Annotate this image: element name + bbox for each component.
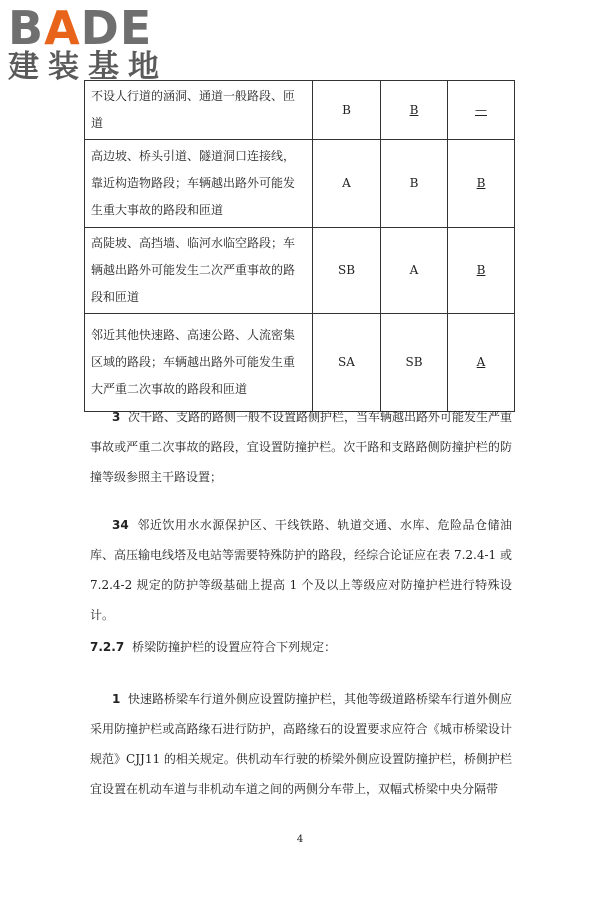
row-description: 高边坡、桥头引道、隧道洞口连接线，靠近构造物路段；车辆越出路外可能发生重大事故的路段和匝道 (85, 140, 313, 228)
clause-3 (90, 402, 512, 492)
table-row (85, 81, 515, 140)
bade-logo (8, 1, 183, 85)
row-description: 邻近其他快速路、高速公路、人流密集区域的路段；车辆越出路外可能发生重大严重二次事故的路段和匝道 (85, 314, 313, 412)
level-cell: A (448, 314, 515, 412)
table-row (85, 228, 515, 314)
logo-wordmark: BADE (8, 1, 153, 55)
level-cell: A (381, 228, 448, 314)
clause-text: 次干路、支路的路侧一般不设置路侧护栏，当车辆越出路外可能发生严重事故或严重二次事故的路段，宜设置防撞护栏。次干路和支路路侧防撞护栏的防撞等级参照主干路设置； (90, 410, 513, 484)
table-row (85, 140, 515, 228)
level-cell: SA (313, 314, 381, 412)
clause-number: 1 (112, 692, 121, 706)
page-number: 4 (296, 834, 304, 845)
protection-level-table (84, 80, 515, 412)
row-description: 高陡坡、高挡墙、临河水临空路段；车辆越出路外可能发生二次严重事故的路段和匝道 (85, 228, 313, 314)
level-cell: SB (313, 228, 381, 314)
level-cell: B (448, 140, 515, 228)
section-number: 7.2.7 (90, 640, 125, 654)
level-cell: SB (381, 314, 448, 412)
clause-4 (90, 510, 512, 630)
logo-accent-letter: A (44, 1, 81, 55)
level-cell: B (381, 140, 448, 228)
clause-text: 快速路桥梁车行道外侧应设置防撞护栏，其他等级道路桥梁车行道外侧应采用防撞护栏或高路缘石进行防护，高路缘石的设置要求应符合《城市桥梁设计规范》CJJ11 的相关规定。供机动车行驶的桥梁外侧应设置防撞护栏，桥侧护栏宜设置在机动车道与非机动车道之间的两侧分车带上，双幅式桥梁中央分隔带 (90, 692, 513, 796)
logo-subtitle: 建装基地 (8, 49, 168, 85)
level-cell: — (448, 81, 515, 140)
clause-text: 邻近饮用水水源保护区、干线铁路、轨道交通、水库、危险品仓储油库、高压输电线塔及电站等需要特殊防护的路段，经综合论证应在表 7.2.4-1 或 7.2.4-2 规定的防护等级基础上提高 1 个及以上等级应对防撞护栏进行特殊设计。 (90, 518, 512, 622)
level-cell: B (381, 81, 448, 140)
clause-number: 3 (112, 410, 121, 424)
section-title: 桥梁防撞护栏的设置应符合下列规定： (132, 640, 337, 654)
level-cell: A (313, 140, 381, 228)
row-description: 不设人行道的涵洞、通道一般路段、匝道 (85, 81, 313, 140)
section-heading-7-2-7 (90, 632, 512, 662)
table-row (85, 314, 515, 412)
clause-number: 34 (112, 518, 129, 532)
level-cell: B (448, 228, 515, 314)
clause-1 (90, 684, 512, 804)
level-cell: B (313, 81, 381, 140)
